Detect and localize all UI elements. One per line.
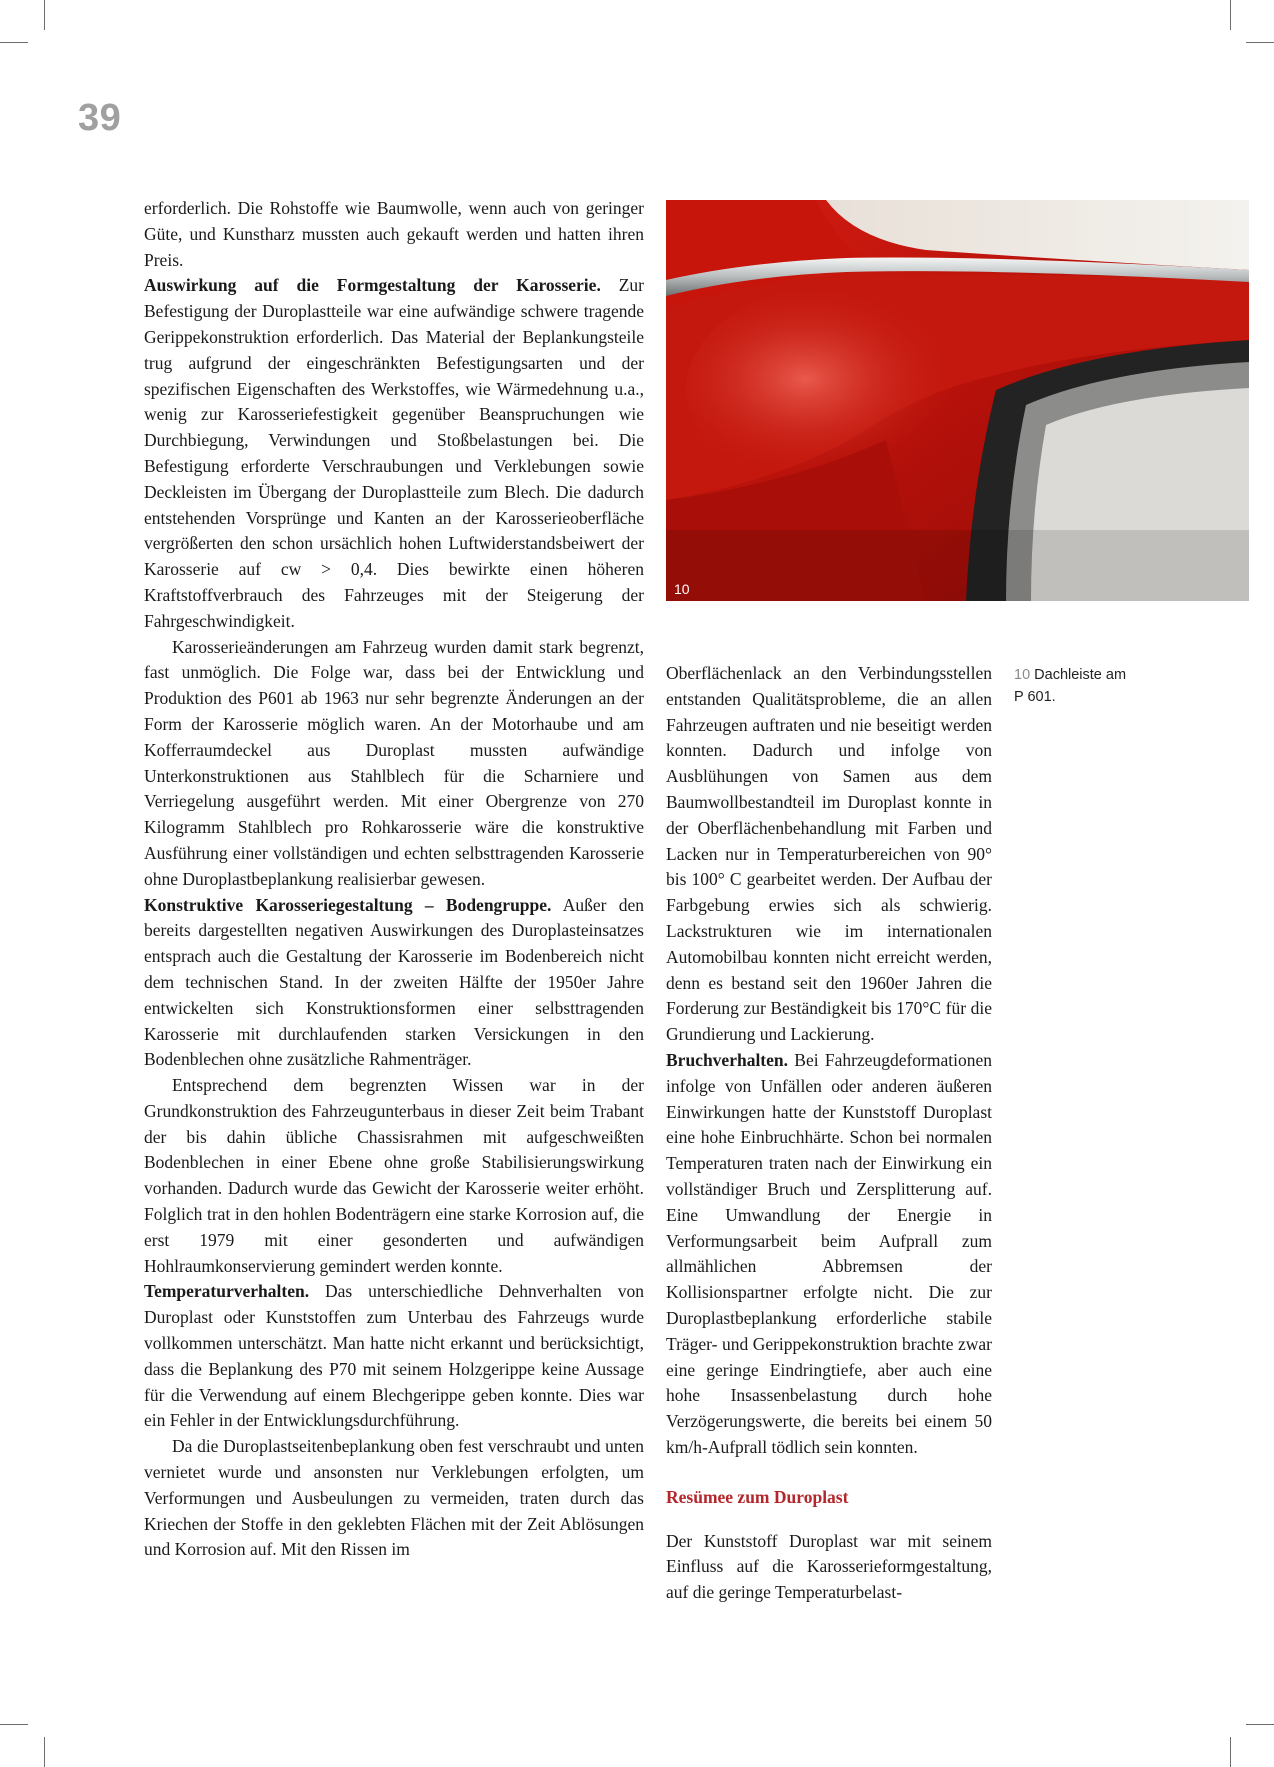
paragraph	[144, 1279, 644, 1434]
section-heading: Resümee zum Duroplast	[666, 1486, 849, 1507]
paragraph	[666, 661, 992, 1048]
paragraph	[666, 1048, 992, 1461]
paragraph-text: Entsprechend dem begrenzten Wissen war in der Grundkonstruktion des Fahrzeugunterbaus in dieser Zeit beim Trabant der bis dahin übliche Chassisrahmen mit aufgeschweißten Bodenblechen in einer Ebene ohne große Stabilisierungswirkung vorhanden. Dadurch wurde das Gewicht der Karosserie weiter erhöht. Folglich trat in den hohlen Bodenträgern eine starke Korrosion auf, die erst 1979 mit einer gesonderten und aufwändigen Hohlraumkonservierung gemindert werden konnte.	[144, 1075, 644, 1276]
crop-mark	[1246, 1724, 1274, 1725]
paragraph-text: Bei Fahrzeugdeformationen infolge von Unfällen oder anderen äußeren Einwirkungen hatte der Kunststoff Duroplast eine hohe Einbruchhärte. Schon bei normalen Temperaturen traten nach der Einwirkung ein vollständiger Bruch und Zersplitterung auf. Eine Umwandlung der Energie in Verformungsarbeit beim Aufprall zum allmählichen Abbremsen der Kollisionspartner erfolgte nicht. Die zur Duroplastbeplankung erforderliche stabile Träger- und Gerippekonstruktion brachte zwar eine geringe Eindringtiefe, aber auch eine hohe Insassenbelastung durch hohe Verzögerungswerte, die bereits bei einem 50 km/h-Aufprall tödlich sein konnten.	[666, 1049, 992, 1457]
middle-text-column	[666, 661, 992, 1606]
paragraph-heading: Bruchverhalten.	[666, 1049, 789, 1070]
crop-mark	[0, 42, 28, 43]
paragraph-text: Oberflächenlack an den Verbindungsstellen entstanden Qualitätsprobleme, die an allen Fahrzeugen auftraten und nie beseitigt werden konnten. Dadurch und infolge von Ausblühungen von Samen aus dem Baumwollbestandteil im Duroplast konnte in der Oberflächenbehandlung mit Farben und Lacken nur in Temperaturbereichen von 90° bis 100° C gearbeitet werden. Der Aufbau der Farbgebung erwies sich als schwierig. Lackstrukturen wie im internationalen Automobilbau konnten nicht erreicht werden, denn es bestand seit den 1960er Jahren die Forderung zur Beständigkeit bis 170°C für die Grundierung und Lackierung.	[666, 663, 992, 1045]
paragraph	[144, 196, 644, 273]
crop-mark	[44, 0, 45, 30]
paragraph	[144, 635, 644, 893]
car-roof-photo	[666, 200, 1249, 601]
crop-mark	[1230, 1737, 1231, 1767]
paragraph	[144, 1434, 644, 1563]
figure-number: 10	[674, 581, 690, 597]
figure-photo	[666, 200, 1249, 601]
caption-text: Dachleiste am P 601.	[1014, 667, 1127, 705]
paragraph-heading: Temperaturverhalten.	[144, 1281, 310, 1302]
page-number: 39	[78, 97, 122, 139]
crop-mark	[1246, 42, 1274, 43]
caption-number: 10	[1014, 667, 1031, 683]
paragraph	[144, 893, 644, 1074]
paragraph-heading: Konstruktive Karosseriegestaltung – Bodengruppe.	[144, 894, 552, 915]
paragraph	[144, 273, 644, 634]
paragraph-text: Zur Befestigung der Duroplastteile war eine aufwändige schwere tragende Gerippekonstruktion erforderlich. Das Material der Beplankungsteile trug aufgrund der eingeschränkten Befestigungsarten und der spezifischen Eigenschaften des Werkstoffes, wie Wärmedehnung u.a., wenig zur Karosseriefestigkeit gegenüber Beanspruchungen wie Durchbiegung, Verwindungen und Stoßbelastungen bei. Die Befestigung erforderte Verschraubungen und Verklebungen sowie Deckleisten im Übergang der Duroplastteile zum Blech. Die dadurch entstehenden Vorsprünge und Kanten an der Karosserieoberfläche vergrößerten den schon ursächlich hohen Luftwiderstandsbeiwert der Karosserie auf cw > 0,4. Dies bewirkte einen höheren Kraftstoffverbrauch des Fahrzeuges mit der Steigerung der Fahrgeschwindigkeit.	[144, 275, 644, 631]
paragraph	[144, 1073, 644, 1279]
paragraph-text: Das unterschiedliche Dehnverhalten von Duroplast oder Kunststoffen zum Unterbau des Fahrzeugs wurde vollkommen unterschätzt. Man hatte nicht erkannt und berücksichtigt, dass die Beplankung des P70 mit seinem Holzgerippe keine Aussage für die Verwendung auf einem Blechgerippe geben konnte. Dies war ein Fehler in der Entwicklungsdurchführung.	[144, 1281, 644, 1431]
crop-mark	[0, 1724, 28, 1725]
paragraph-heading: Auswirkung auf die Formgestaltung der Karosserie.	[144, 275, 601, 296]
figure-caption	[1014, 664, 1134, 708]
crop-mark	[44, 1737, 45, 1767]
middle-paragraphs	[666, 661, 992, 1461]
paragraph-text: Da die Duroplastseitenbeplankung oben fest verschraubt und unten vernietet wurde und ansonsten nur Verklebungen erfolgten, um Verformungen und Ausbeulungen zu vermeiden, traten durch das Kriechen der Stoffe in den geklebten Flächen mit der Zeit Ablösungen und Korrosion auf. Mit den Rissen im	[144, 1436, 644, 1560]
left-text-column	[144, 196, 644, 1563]
crop-mark	[1230, 0, 1231, 30]
section-paragraph: Der Kunststoff Duroplast war mit seinem Einfluss auf die Karosserieformgestaltung, auf die geringe Temperaturbelast-	[666, 1530, 992, 1603]
paragraph-text: Außer den bereits dargestellten negativen Auswirkungen des Duroplasteinsatzes entsprach auch die Gestaltung der Karosserie im Bodenbereich nicht dem technischen Stand. In der zweiten Hälfte der 1950er Jahre entwickelten sich Konstruktionsformen einer selbsttragenden Karosserie mit durchlaufenden starken Versickungen in den Bodenblechen ohne zusätzliche Rahmenträger.	[144, 894, 645, 1070]
paragraph-text: erforderlich. Die Rohstoffe wie Baumwolle, wenn auch von geringer Güte, und Kunstharz mussten auch gekauft werden und hatten ihren Preis.	[144, 198, 644, 270]
paragraph-text: Karosserieänderungen am Fahrzeug wurden damit stark begrenzt, fast unmöglich. Die Folge war, dass bei der Entwicklung und Produktion des P601 ab 1963 nur sehr begrenzte Änderungen an der Form der Karosserie möglich waren. An der Motorhaube und am Kofferraumdeckel aus Duroplast mussten aufwändige Unterkonstruktionen aus Stahlblech für die Scharniere und Verriegelung ausgeführt werden. Mit einer Obergrenze von 270 Kilogramm Stahlblech pro Rohkarosserie wäre die konstruktive Ausführung einer vollständigen und echten selbsttragenden Karosserie ohne Duroplastbeplankung realisierbar gewesen.	[144, 636, 644, 889]
